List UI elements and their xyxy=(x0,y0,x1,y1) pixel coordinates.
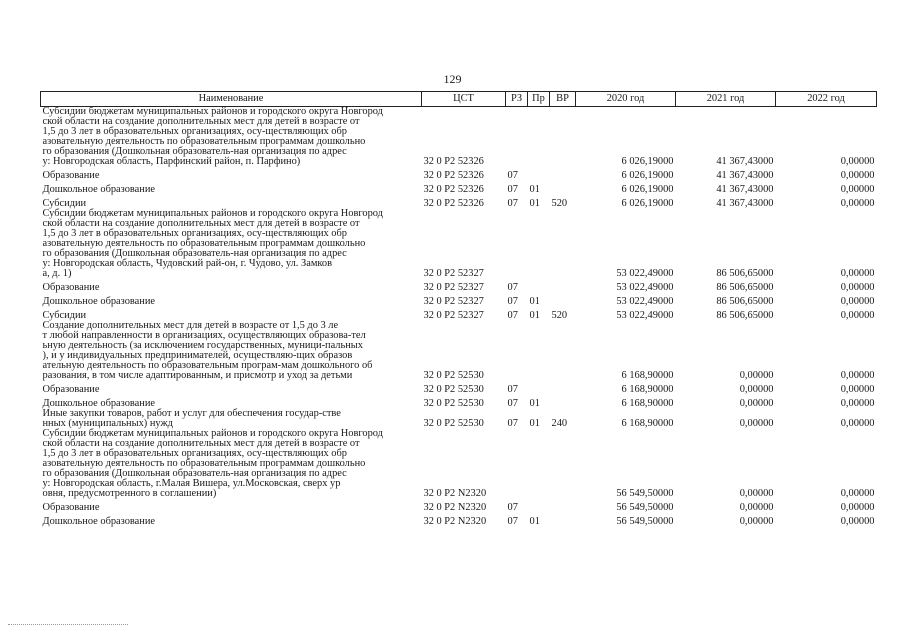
cell-name: Образование xyxy=(42,502,100,513)
cell-rz: 07 xyxy=(507,310,518,321)
cell-rz xyxy=(506,107,528,168)
cell-rz xyxy=(506,209,528,279)
table-row xyxy=(41,293,877,307)
table-row xyxy=(41,429,877,499)
cell-cst: 32 0 P2 52327 xyxy=(423,268,484,279)
cell-y2021: 0,00000 xyxy=(739,418,774,429)
cell-y2021: 41 367,43000 xyxy=(716,170,774,181)
cell-cst: 32 0 P2 N2320 xyxy=(423,516,487,527)
cell-y2021: 0,00000 xyxy=(739,502,774,513)
table-row xyxy=(41,279,877,293)
cell-pr xyxy=(528,499,550,513)
cell-y2020: 6 168,90000 xyxy=(621,418,674,429)
cell-y2022: 0,00000 xyxy=(840,184,875,195)
cell-name: Иные закупки товаров, работ и услуг для обеспечения государ-стве нных (муниципальных) нужд xyxy=(42,408,341,429)
cell-y2022: 0,00000 xyxy=(840,398,875,409)
cell-name: Субсидии xyxy=(42,310,87,321)
cell-pr: 01 xyxy=(529,516,540,527)
cell-rz: 07 xyxy=(507,398,518,409)
cell-cst: 32 0 P2 52530 xyxy=(423,384,484,395)
cell-cst: 32 0 P2 N2320 xyxy=(423,502,487,513)
cell-vr xyxy=(550,321,576,381)
cell-vr: 240 xyxy=(551,418,568,429)
cell-name: Субсидии бюджетам муниципальных районов и городского округа Новгород ской области на создание дополнительных мест для детей в возрасте от 1,5 до 3 лет в образовательных организациях, осу-ществляющих обр азовательную деятельность по образовательным программам дошкольно го образования (Дошкольная образователь-ная организация по адрес у: Новгородская область, Чудовский рай-он, г. Чудово, ул. Замков а, д. 1) xyxy=(42,208,383,279)
table-body xyxy=(41,107,877,528)
cell-vr xyxy=(550,381,576,395)
page-number: 129 xyxy=(443,72,462,86)
cell-vr: 520 xyxy=(551,198,568,209)
cell-name: Субсидии бюджетам муниципальных районов и городского округа Новгород ской области на создание дополнительных мест для детей в возрасте от 1,5 до 3 лет в образовательных организациях, осу-ществляющих обр азовательную деятельность по образовательным программам дошкольно го образования (Дошкольная образователь-ная организация по адрес у: Новгородская область, г.Малая Вишера, ул.Московская, сверх ур овня, предусмотренного в соглашении) xyxy=(42,428,383,499)
table-row xyxy=(41,395,877,409)
cell-cst: 32 0 P2 52326 xyxy=(423,184,484,195)
col-header-vr: ВР xyxy=(550,92,576,107)
cell-vr: 520 xyxy=(551,310,568,321)
cell-name: Дошкольное образование xyxy=(42,296,156,307)
cell-pr xyxy=(528,209,550,279)
col-header-2021: 2021 год xyxy=(676,92,776,107)
cell-y2020: 6 026,19000 xyxy=(621,184,674,195)
cell-pr xyxy=(528,167,550,181)
cell-name: Образование xyxy=(42,170,100,181)
table-row xyxy=(41,181,877,195)
cell-vr xyxy=(550,293,576,307)
cell-name: Дошкольное образование xyxy=(42,398,156,409)
table-row xyxy=(41,513,877,527)
table-row xyxy=(41,381,877,395)
cell-cst: 32 0 P2 52530 xyxy=(423,398,484,409)
cell-pr: 01 xyxy=(529,184,540,195)
cell-cst: 32 0 P2 N2320 xyxy=(423,488,487,499)
cell-name: Субсидии xyxy=(42,198,87,209)
cell-y2022: 0,00000 xyxy=(840,488,875,499)
cell-y2020: 56 549,50000 xyxy=(616,516,674,527)
cell-cst: 32 0 P2 52326 xyxy=(423,156,484,167)
cell-y2021: 0,00000 xyxy=(739,370,774,381)
cell-rz xyxy=(506,321,528,381)
cell-cst: 32 0 P2 52326 xyxy=(423,198,484,209)
cell-name: Создание дополнительных мест для детей в возрасте от 1,5 до 3 ле т любой направленности в организациях, осуществляющих образова-тел ьную деятельность (за исключением государственных, муници-пальных ), и у индивидуальных предпринимателей, осуществляю-щих образов ательную деятельность по образовательным програм-мам дошкольного об разования, в том числе адаптированным, и присмотр и уход за детьми xyxy=(42,320,373,381)
cell-y2021: 86 506,65000 xyxy=(716,268,774,279)
cell-pr xyxy=(528,321,550,381)
cell-cst: 32 0 P2 52327 xyxy=(423,310,484,321)
cell-cst: 32 0 P2 52530 xyxy=(423,418,484,429)
cell-pr: 01 xyxy=(529,418,540,429)
col-header-pr: Пр xyxy=(528,92,550,107)
cell-name: Дошкольное образование xyxy=(42,516,156,527)
cell-y2021: 86 506,65000 xyxy=(716,310,774,321)
cell-y2020: 6 168,90000 xyxy=(621,370,674,381)
cell-y2021: 41 367,43000 xyxy=(716,156,774,167)
cell-vr xyxy=(550,107,576,168)
cell-pr xyxy=(528,107,550,168)
cell-rz: 07 xyxy=(507,516,518,527)
col-header-rz: РЗ xyxy=(506,92,528,107)
cell-vr xyxy=(550,513,576,527)
cell-pr xyxy=(528,381,550,395)
cell-rz: 07 xyxy=(507,282,518,293)
cell-y2020: 6 026,19000 xyxy=(621,170,674,181)
cell-pr: 01 xyxy=(529,198,540,209)
cell-cst: 32 0 P2 52327 xyxy=(423,282,484,293)
cell-y2020: 6 168,90000 xyxy=(621,384,674,395)
cell-rz: 07 xyxy=(507,296,518,307)
cell-rz: 07 xyxy=(507,170,518,181)
cell-vr xyxy=(550,167,576,181)
cell-cst: 32 0 P2 52327 xyxy=(423,296,484,307)
cell-vr xyxy=(550,209,576,279)
cell-rz: 07 xyxy=(507,384,518,395)
cell-y2022: 0,00000 xyxy=(840,516,875,527)
cell-y2020: 53 022,49000 xyxy=(616,310,674,321)
cell-rz: 07 xyxy=(507,198,518,209)
cell-vr xyxy=(550,395,576,409)
cell-vr xyxy=(550,279,576,293)
cell-y2022: 0,00000 xyxy=(840,502,875,513)
cell-y2021: 86 506,65000 xyxy=(716,296,774,307)
table-row xyxy=(41,107,877,168)
cell-y2022: 0,00000 xyxy=(840,170,875,181)
cell-y2021: 0,00000 xyxy=(739,398,774,409)
cell-y2020: 53 022,49000 xyxy=(616,296,674,307)
cell-pr xyxy=(528,429,550,499)
cell-y2020: 56 549,50000 xyxy=(616,488,674,499)
cell-y2022: 0,00000 xyxy=(840,384,875,395)
col-header-name: Наименование xyxy=(41,92,422,107)
cell-cst: 32 0 P2 52530 xyxy=(423,370,484,381)
cell-y2021: 0,00000 xyxy=(739,488,774,499)
table-row xyxy=(41,195,877,209)
cell-rz: 07 xyxy=(507,502,518,513)
cell-y2022: 0,00000 xyxy=(840,310,875,321)
cell-y2020: 6 168,90000 xyxy=(621,398,674,409)
cell-y2020: 53 022,49000 xyxy=(616,282,674,293)
cell-y2020: 56 549,50000 xyxy=(616,502,674,513)
cell-y2022: 0,00000 xyxy=(840,268,875,279)
cell-name: Образование xyxy=(42,384,100,395)
cell-y2021: 41 367,43000 xyxy=(716,184,774,195)
col-header-cst: ЦСТ xyxy=(422,92,506,107)
cell-y2021: 0,00000 xyxy=(739,384,774,395)
table-row xyxy=(41,499,877,513)
cell-rz: 07 xyxy=(507,418,518,429)
table-row xyxy=(41,209,877,279)
cell-y2021: 0,00000 xyxy=(739,516,774,527)
cell-rz: 07 xyxy=(507,184,518,195)
cell-rz xyxy=(506,429,528,499)
cell-cst: 32 0 P2 52326 xyxy=(423,170,484,181)
table-row xyxy=(41,167,877,181)
cell-y2022: 0,00000 xyxy=(840,198,875,209)
cell-y2020: 6 026,19000 xyxy=(621,198,674,209)
budget-table xyxy=(40,91,877,527)
cell-vr xyxy=(550,429,576,499)
cell-pr: 01 xyxy=(529,310,540,321)
cell-y2021: 86 506,65000 xyxy=(716,282,774,293)
cell-y2020: 6 026,19000 xyxy=(621,156,674,167)
col-header-2022: 2022 год xyxy=(776,92,877,107)
cell-name: Субсидии бюджетам муниципальных районов и городского округа Новгород ской области на создание дополнительных мест для детей в возрасте от 1,5 до 3 лет в образовательных организациях, осу-ществляющих обр азовательную деятельность по образовательным программам дошкольно го образования (Дошкольная образователь-ная организация по адрес у: Новгородская область, Парфинский район, п. Парфино) xyxy=(42,106,383,167)
table-row xyxy=(41,409,877,429)
cell-y2022: 0,00000 xyxy=(840,156,875,167)
cell-vr xyxy=(550,181,576,195)
cell-name: Дошкольное образование xyxy=(42,184,156,195)
cell-y2020: 53 022,49000 xyxy=(616,268,674,279)
cell-vr xyxy=(550,499,576,513)
cell-y2022: 0,00000 xyxy=(840,282,875,293)
cell-y2022: 0,00000 xyxy=(840,370,875,381)
col-header-2020: 2020 год xyxy=(576,92,676,107)
cell-pr xyxy=(528,279,550,293)
table-row xyxy=(41,321,877,381)
cell-pr: 01 xyxy=(529,398,540,409)
table-header-row xyxy=(41,92,877,107)
scan-artifact-line xyxy=(8,624,128,626)
cell-y2022: 0,00000 xyxy=(840,296,875,307)
cell-y2022: 0,00000 xyxy=(840,418,875,429)
cell-y2021: 41 367,43000 xyxy=(716,198,774,209)
cell-name: Образование xyxy=(42,282,100,293)
cell-pr: 01 xyxy=(529,296,540,307)
table-row xyxy=(41,307,877,321)
